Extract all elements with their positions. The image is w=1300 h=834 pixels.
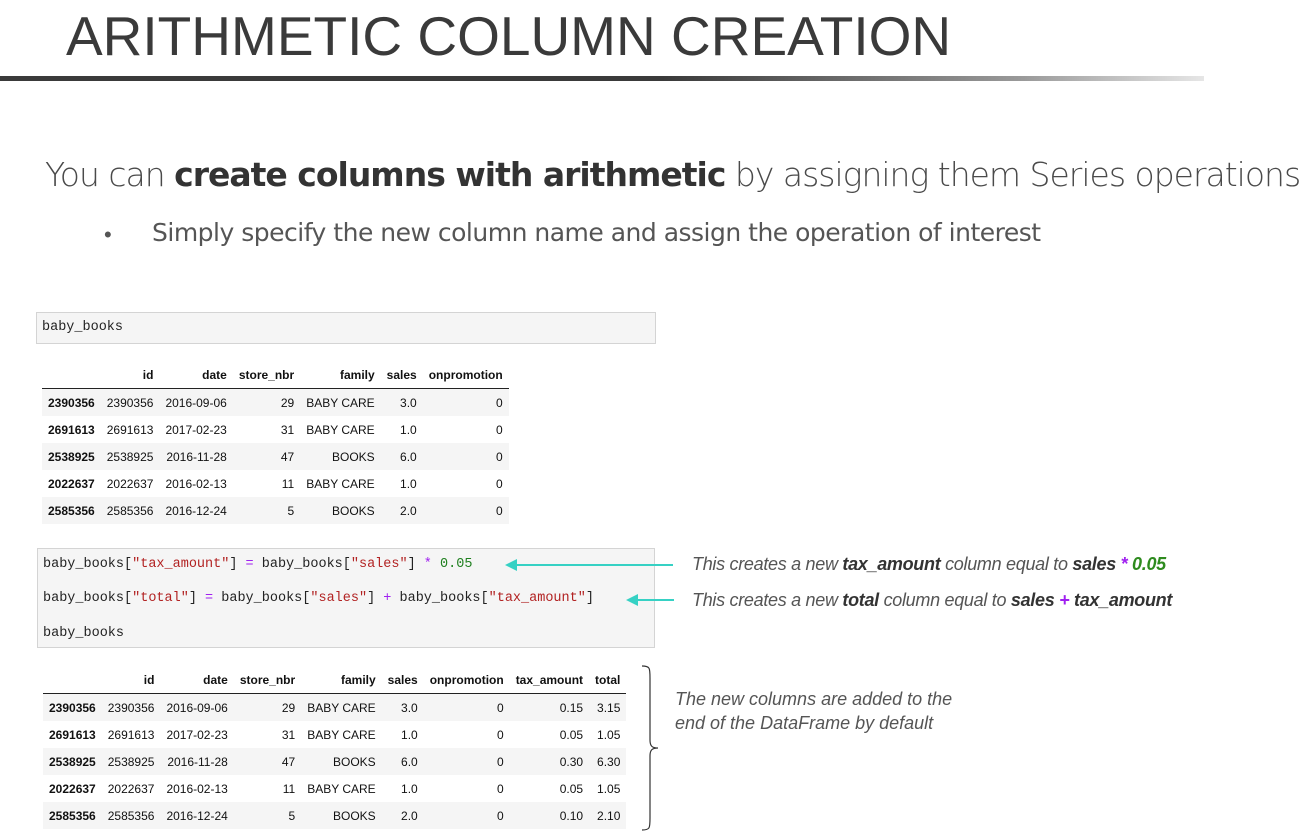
table-row — [43, 721, 626, 748]
row-index: 2538925 — [42, 443, 101, 470]
column-header: id — [101, 362, 160, 389]
cell: 2390356 — [102, 694, 161, 722]
cell: 2016-12-24 — [159, 497, 232, 524]
cell: 1.0 — [400, 422, 417, 437]
cell: 1.0 — [401, 727, 418, 742]
note-tax-amount: This creates a new tax_amount column equal to sales * 0.05 — [692, 554, 1166, 574]
row-index: 2390356 — [42, 389, 101, 417]
table-row — [43, 748, 626, 775]
cell: 0 — [497, 781, 504, 796]
cell: 11 — [281, 476, 295, 491]
note-total: This creates a new total column equal to sales + tax_amount — [692, 590, 1173, 610]
cell: BABY CARE — [307, 781, 376, 796]
column-header: store_nbr — [233, 362, 300, 389]
cell: BABY CARE — [307, 727, 376, 742]
cell: 2538925 — [101, 443, 160, 470]
row-index: 2585356 — [43, 802, 102, 829]
cell: 2.10 — [589, 802, 626, 829]
cell: 2585356 — [101, 497, 160, 524]
cell: 0 — [423, 497, 509, 524]
cell: 1.05 — [597, 781, 621, 796]
cell: BABY CARE — [300, 389, 380, 417]
row-index: 2390356 — [43, 694, 102, 722]
cell: 5 — [234, 802, 301, 829]
row-index: 2691613 — [49, 727, 96, 742]
cell: 47 — [234, 748, 301, 775]
cell: 6.30 — [589, 748, 626, 775]
column-header: store_nbr — [234, 667, 301, 694]
cell: 2016-09-06 — [160, 694, 233, 722]
bullet-text: Simply specify the new column name and assign the operation of interest — [152, 218, 1041, 247]
cell: 0.10 — [510, 802, 589, 829]
cell: 2022637 — [106, 476, 154, 491]
arrow-2 — [626, 593, 676, 607]
cell: 0 — [497, 727, 504, 742]
code-line-3: baby_books — [43, 626, 125, 641]
cell: BOOKS — [300, 443, 380, 470]
column-header — [42, 362, 101, 389]
subtitle-post: by assigning them Series operations — [725, 155, 1300, 194]
column-header: total — [589, 667, 626, 694]
title-underline — [0, 76, 1204, 81]
subtitle-bold: create columns with arithmetic — [174, 155, 726, 194]
table-row — [43, 775, 626, 802]
bullet-dot: • — [104, 222, 112, 247]
row-index: 2585356 — [42, 497, 101, 524]
cell: 3.0 — [381, 389, 423, 417]
cell: 1.0 — [401, 781, 418, 796]
cell: BABY CARE — [306, 422, 375, 437]
column-header — [43, 667, 102, 694]
cell: 2017-02-23 — [166, 727, 228, 742]
cell: 11 — [282, 781, 296, 796]
cell: 2585356 — [102, 802, 161, 829]
cell: 2538925 — [102, 748, 161, 775]
cell: 2022637 — [107, 781, 155, 796]
cell: 0.15 — [510, 694, 589, 722]
cell: 2.0 — [381, 497, 423, 524]
table-header-row — [42, 362, 509, 389]
code-cell-1[interactable] — [36, 312, 656, 344]
cell: BOOKS — [300, 497, 380, 524]
row-index: 2022637 — [48, 476, 95, 491]
cell: 3.0 — [382, 694, 424, 722]
cell: 2016-09-06 — [159, 389, 232, 417]
table-header-row — [43, 667, 626, 694]
cell: 0.05 — [559, 781, 584, 796]
cell: BOOKS — [301, 748, 381, 775]
cell: 2016-11-28 — [159, 443, 232, 470]
column-header: family — [300, 362, 380, 389]
cell: BOOKS — [301, 802, 381, 829]
cell: 0 — [496, 476, 503, 491]
cell: 31 — [280, 422, 295, 437]
cell: 0.30 — [510, 748, 589, 775]
cell: 2017-02-23 — [165, 422, 227, 437]
row-index: 2022637 — [49, 781, 96, 796]
column-header: sales — [381, 362, 423, 389]
cell: BABY CARE — [301, 694, 381, 722]
cell: 3.15 — [589, 694, 626, 722]
cell: 31 — [281, 727, 296, 742]
table-row — [42, 389, 509, 417]
column-header: onpromotion — [423, 362, 509, 389]
cell: 1.0 — [400, 476, 417, 491]
cell: 47 — [233, 443, 300, 470]
curly-brace — [640, 664, 662, 834]
cell: 2.0 — [382, 802, 424, 829]
arrow-1 — [505, 558, 675, 572]
column-header: date — [160, 667, 233, 694]
dataframe-table-2 — [43, 667, 626, 829]
table-row — [42, 416, 509, 443]
cell: 2691613 — [106, 422, 154, 437]
cell: 0 — [423, 443, 509, 470]
cell: 1.05 — [597, 727, 621, 742]
subtitle-pre: You can — [45, 155, 175, 194]
cell: 6.0 — [381, 443, 423, 470]
cell: 0.05 — [559, 727, 584, 742]
cell: 0 — [496, 422, 503, 437]
table-row — [43, 802, 626, 829]
cell: 2691613 — [107, 727, 155, 742]
cell: 0 — [424, 694, 510, 722]
table-row — [43, 694, 626, 722]
cell: 2016-11-28 — [160, 748, 233, 775]
column-header: sales — [382, 667, 424, 694]
row-index: 2538925 — [43, 748, 102, 775]
cell: 2016-02-13 — [166, 781, 228, 796]
dataframe-table-1 — [42, 362, 509, 524]
column-header: id — [102, 667, 161, 694]
cell: 29 — [233, 389, 300, 417]
column-header: onpromotion — [424, 667, 510, 694]
column-header: family — [301, 667, 381, 694]
row-index: 2691613 — [48, 422, 95, 437]
cell: 0 — [423, 389, 509, 417]
code-line: baby_books — [42, 320, 124, 335]
table-row — [42, 497, 509, 524]
column-header: date — [159, 362, 232, 389]
cell: 29 — [234, 694, 301, 722]
subtitle — [45, 155, 1300, 194]
cell: 2016-12-24 — [160, 802, 233, 829]
page-title: ARITHMETIC COLUMN CREATION — [66, 5, 952, 67]
cell: 5 — [233, 497, 300, 524]
cell: 2390356 — [101, 389, 160, 417]
cell: BABY CARE — [306, 476, 375, 491]
table-row — [42, 470, 509, 497]
cell: 0 — [424, 802, 510, 829]
column-header: tax_amount — [510, 667, 589, 694]
cell: 6.0 — [382, 748, 424, 775]
note-new-columns: The new columns are added to the end of the DataFrame by default — [675, 689, 953, 733]
table-row — [42, 443, 509, 470]
code-line-1: baby_books["tax_amount"] = baby_books["sales"] * 0.05 — [43, 557, 473, 572]
code-line-2: baby_books["total"] = baby_books["sales"] + baby_books["tax_amount"] — [43, 591, 594, 606]
cell: 2016-02-13 — [165, 476, 227, 491]
cell: 0 — [424, 748, 510, 775]
